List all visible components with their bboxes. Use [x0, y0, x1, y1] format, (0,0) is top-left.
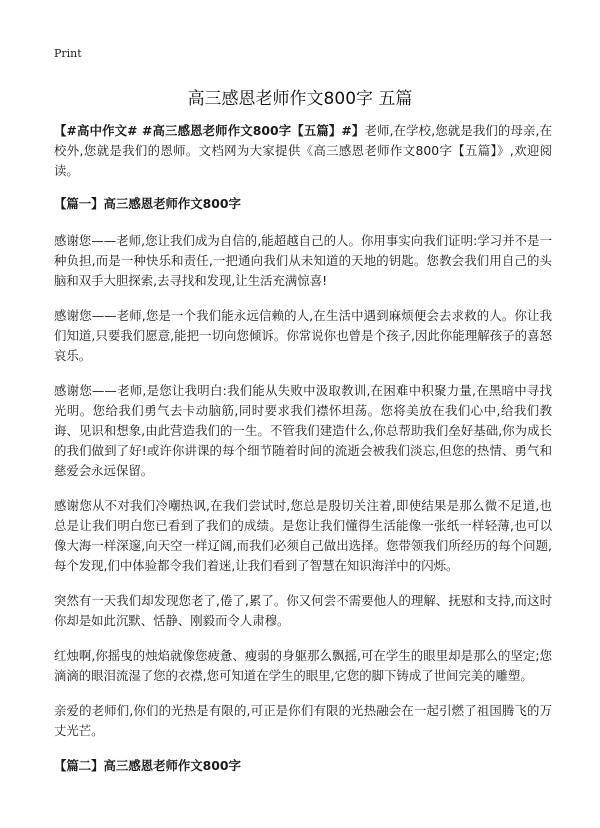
print-link[interactable]: Print [54, 47, 82, 60]
intro-paragraph [54, 121, 552, 181]
paragraph: 亲爱的老师们,你们的光热是有限的,可正是你们有限的光热融会在一起引燃了祖国腾飞的万丈光芒。 [54, 703, 552, 738]
paragraph: 感谢您——老师,您是一个我们能永远信赖的人,在生活中遇到麻烦便会去求救的人。你让我们知道,只要我们愿意,能把一切向您倾诉。你常说你也曾是个孩子,因此你能理解孩子的喜怒哀乐。 [54, 308, 552, 363]
page-title: 高三感恩老师作文800字 五篇 [187, 89, 413, 109]
intro-text: 老师,在学校,您就是我们的母亲,在校外,您就是我们的恩师。文档网为大家提供《高三感恩老师作文800字【五篇】》,欢迎阅读。 [54, 123, 552, 178]
paragraph: 感谢您——老师,您让我们成为自信的,能超越自己的人。你用事实向我们证明:学习并不是一种负担,而是一种快乐和责任,一把通向我们从未知道的天地的钥匙。您教会我们用自己的头脑和双手大胆探索,去寻找和发现,让生活充满惊喜! [54, 233, 552, 288]
article-body [54, 121, 552, 793]
paragraph: 突然有一天我们却发现您老了,倦了,累了。你又何尝不需要他人的理解、抚慰和支持,而这时你却是如此沉默、恬静、刚毅而令人肃穆。 [54, 593, 552, 628]
paragraph: 感谢您——老师,是您让我明白:我们能从失败中汲取教训,在困难中积聚力量,在黑暗中寻找光明。您给我们勇气去卡动脑筋,同时要求我们襟怀坦荡。您将美放在我们心中,给我们教诲、见识和想象,由此营造我们的一生。不管我们建造什么,你总帮助我们垒好基础,你为成长的我们做到了好!或许你讲课的每个细节随着时间的流逝会被我们淡忘,但您的热情、勇气和慈爱会永远保留。 [54, 383, 552, 478]
intro-tags: 【#高中作文# #高三感恩老师作文800字【五篇】#】 [54, 123, 365, 138]
paragraph: 感谢您从不对我们冷嘲热讽,在我们尝试时,您总是殷切关注着,即使结果是那么微不足道,也总是让我们明白您已看到了我们的成绩。是您让我们懂得生活能像一张纸一样轻薄,也可以像大海一样深邃,向天空一样辽阔,而我们必须自己做出选择。您带领我们所经历的每个问题,每个发现,们中体验都令我们着迷,让我们看到了智慧在知识海洋中的闪烁。 [54, 498, 552, 573]
section-heading-1: 【篇一】高三感恩老师作文800字 [54, 196, 241, 211]
paragraph: 红烛啊,你摇曳的烛焰就像您疲惫、瘦弱的身躯那么飘摇,可在学生的眼里却是那么的坚定;您滴滴的眼泪流湿了您的衣襟,您可知道在学生的眼里,它您的脚下铸成了世间完美的雕塑。 [54, 648, 552, 683]
section-heading-2: 【篇二】高三感恩老师作文800字 [54, 758, 241, 773]
